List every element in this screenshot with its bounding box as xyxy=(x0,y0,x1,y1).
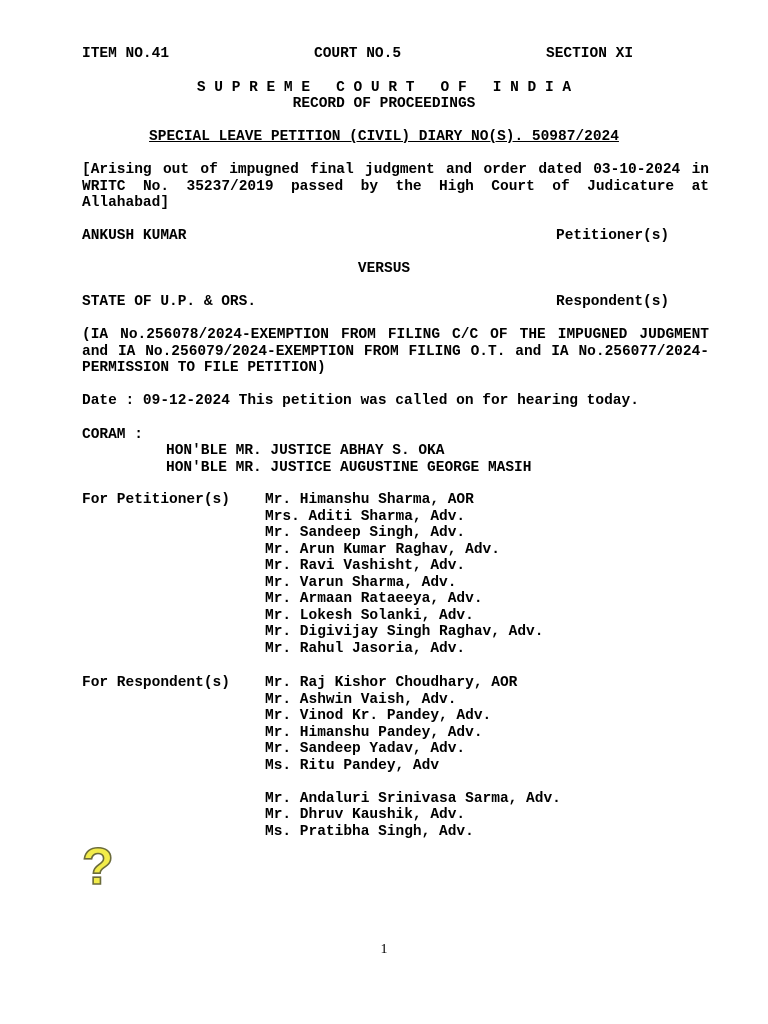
section-label: SECTION XI xyxy=(546,46,634,62)
counsel-item: Mr. Rahul Jasoria, Adv. xyxy=(265,640,466,657)
petition-title: SPECIAL LEAVE PETITION (CIVIL) DIARY NO(S). 50987/2024 xyxy=(149,129,619,145)
counsel-item: Mr. Andaluri Srinivasa Sarma, Adv. xyxy=(265,790,561,807)
versus-label: VERSUS xyxy=(357,261,411,277)
hearing-date: Date : 09-12-2024 This petition was called on for hearing today. xyxy=(82,393,639,409)
item-number: ITEM NO.41 xyxy=(82,46,170,62)
arising-text: [Arising out of impugned final judgment and order dated 03-10-2024 in WRITC No. 35237/2019 passed by the High Court of Judicature at Allahabad] xyxy=(82,162,709,211)
page-number: 1 xyxy=(380,942,388,957)
counsel-item: Mr. Himanshu Pandey, Adv. xyxy=(265,724,483,741)
counsel-item: Mr. Himanshu Sharma, AOR xyxy=(265,492,474,508)
counsel-item: Mrs. Aditi Sharma, Adv. xyxy=(265,508,466,525)
counsel-item: Mr. Raj Kishor Choudhary, AOR xyxy=(265,675,518,691)
counsel-item: Ms. Ritu Pandey, Adv xyxy=(265,757,440,774)
coram-judge: HON'BLE MR. JUSTICE ABHAY S. OKA xyxy=(166,443,445,459)
ia-text: (IA No.256078/2024-EXEMPTION FROM FILING C/C OF THE IMPUGNED JUDGMENT and IA No.256079/2024-EXEMPTION FROM FILING O.T. and IA No.256077/2024-PERMISSION TO FILE PETITION) xyxy=(82,327,709,376)
counsel-item: Mr. Sandeep Singh, Adv. xyxy=(265,525,466,541)
counsel-item: Mr. Arun Kumar Raghav, Adv. xyxy=(265,541,500,558)
counsel-item: Ms. Pratibha Singh, Adv. xyxy=(265,823,474,840)
counsel-item: Mr. Dhruv Kaushik, Adv. xyxy=(265,807,466,823)
petitioner-name: ANKUSH KUMAR xyxy=(82,228,187,244)
coram-label: CORAM : xyxy=(82,427,143,443)
respondent-role: Respondent(s) xyxy=(556,294,670,310)
for-respondent-label: For Respondent(s) xyxy=(82,675,230,691)
respondent-name: STATE OF U.P. & ORS. xyxy=(82,294,257,310)
respondent-counsel-list xyxy=(265,675,561,840)
counsel-spacer xyxy=(265,774,561,791)
counsel-item: Mr. Ravi Vashisht, Adv. xyxy=(265,558,466,574)
svg-text:?: ? xyxy=(82,840,114,890)
counsel-item: Mr. Varun Sharma, Adv. xyxy=(265,574,457,591)
question-mark-icon[interactable] xyxy=(80,840,114,890)
petitioner-counsel-list xyxy=(265,492,543,657)
counsel-item: Mr. Armaan Rataeeya, Adv. xyxy=(265,591,483,607)
record-title: RECORD OF PROCEEDINGS xyxy=(292,96,476,112)
counsel-item: Mr. Lokesh Solanki, Adv. xyxy=(265,607,474,624)
petitioner-role: Petitioner(s) xyxy=(556,228,670,244)
court-number: COURT NO.5 xyxy=(314,46,402,62)
counsel-item: Mr. Sandeep Yadav, Adv. xyxy=(265,741,466,757)
coram-judge: HON'BLE MR. JUSTICE AUGUSTINE GEORGE MASIH xyxy=(166,460,532,476)
for-petitioner-label: For Petitioner(s) xyxy=(82,492,230,508)
counsel-item: Mr. Vinod Kr. Pandey, Adv. xyxy=(265,708,492,724)
counsel-item: Mr. Digivijay Singh Raghav, Adv. xyxy=(265,624,544,640)
counsel-item: Mr. Ashwin Vaish, Adv. xyxy=(265,691,457,708)
court-name: S U P R E M E C O U R T O F I N D I A xyxy=(196,80,572,96)
